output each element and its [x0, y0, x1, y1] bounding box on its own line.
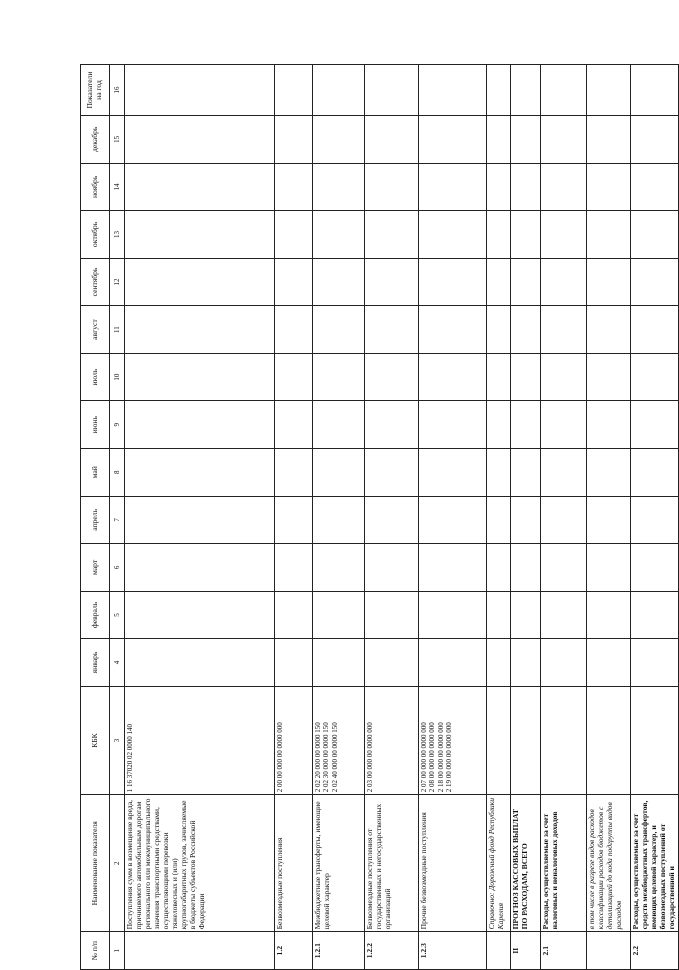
month-value-cell [275, 639, 313, 687]
col-number: 10 [110, 353, 125, 401]
row-number [487, 932, 511, 970]
month-value-cell [541, 353, 587, 401]
table-row [313, 65, 365, 970]
month-value-cell [313, 116, 365, 164]
kbk-code: 2 07 00 000 00 0000 000 2 08 00 000 00 0000 000 2 18 00 000 00 0000 000 2 19 00 000 00 0000 000 [419, 686, 487, 794]
month-value-cell [419, 306, 487, 354]
month-value-cell [419, 639, 487, 687]
month-value-cell [365, 211, 419, 259]
month-value-cell [511, 211, 541, 259]
row-number: 1.2 [275, 932, 313, 970]
col-number: 11 [110, 306, 125, 354]
month-value-cell [125, 496, 275, 544]
month-value-cell [125, 591, 275, 639]
header-name: Наименование показателя [81, 795, 110, 932]
table-row [511, 65, 541, 970]
month-value-cell [275, 211, 313, 259]
month-value-cell [631, 116, 679, 164]
kbk-code [541, 686, 587, 794]
month-value-cell [587, 353, 631, 401]
month-value-cell [631, 211, 679, 259]
month-value-cell [419, 401, 487, 449]
month-value-cell [587, 496, 631, 544]
month-value-cell [541, 639, 587, 687]
month-value-cell [487, 448, 511, 496]
month-value-cell [631, 496, 679, 544]
month-value-cell [587, 401, 631, 449]
table-row [365, 65, 419, 970]
month-value-cell [587, 544, 631, 592]
header-month-jun: июнь [81, 401, 110, 449]
month-value-cell [511, 353, 541, 401]
cash-forecast-table [80, 64, 679, 970]
month-value-cell [125, 353, 275, 401]
year-value-cell [125, 65, 275, 116]
month-value-cell [365, 258, 419, 306]
month-value-cell [631, 591, 679, 639]
table-container [80, 64, 676, 970]
row-number: 1.2.3 [419, 932, 487, 970]
month-value-cell [631, 306, 679, 354]
col-number: 1 [110, 932, 125, 970]
col-number: 2 [110, 795, 125, 932]
month-value-cell [487, 401, 511, 449]
month-value-cell [313, 591, 365, 639]
month-value-cell [419, 448, 487, 496]
month-value-cell [275, 544, 313, 592]
table-row [587, 65, 631, 970]
col-number: 7 [110, 496, 125, 544]
month-value-cell [587, 591, 631, 639]
month-value-cell [419, 258, 487, 306]
month-value-cell [275, 448, 313, 496]
indicator-name: Расходы, осуществляемые за счет средств межбюджетных трансфертов, имеющих целевой характер, и безвозмездных поступлений от государственной и [631, 795, 679, 932]
month-value-cell [541, 544, 587, 592]
month-value-cell [511, 163, 541, 211]
month-value-cell [487, 591, 511, 639]
header-month-jan: январь [81, 639, 110, 687]
month-value-cell [365, 448, 419, 496]
month-value-cell [275, 116, 313, 164]
indicator-name: ПРОГНОЗ КАССОВЫХ ВЫПЛАТ ПО РАСХОДАМ, ВСЕГО [511, 795, 541, 932]
month-value-cell [541, 591, 587, 639]
month-value-cell [313, 163, 365, 211]
month-value-cell [365, 544, 419, 592]
header-month-apr: апрель [81, 496, 110, 544]
month-value-cell [541, 116, 587, 164]
month-value-cell [275, 258, 313, 306]
month-value-cell [275, 591, 313, 639]
month-value-cell [487, 544, 511, 592]
indicator-name: Безвозмездные поступления [275, 795, 313, 932]
month-value-cell [487, 496, 511, 544]
month-value-cell [419, 353, 487, 401]
month-value-cell [511, 544, 541, 592]
row-number: II [511, 932, 541, 970]
month-value-cell [587, 163, 631, 211]
month-value-cell [587, 448, 631, 496]
month-value-cell [125, 401, 275, 449]
row-number: 2.2 [631, 932, 679, 970]
month-value-cell [487, 211, 511, 259]
month-value-cell [125, 639, 275, 687]
header-month-sep: сентябрь [81, 258, 110, 306]
header-month-oct: октябрь [81, 211, 110, 259]
header-month-feb: февраль [81, 591, 110, 639]
month-value-cell [541, 306, 587, 354]
month-value-cell [313, 401, 365, 449]
header-month-nov: ноябрь [81, 163, 110, 211]
month-value-cell [125, 448, 275, 496]
month-value-cell [313, 258, 365, 306]
row-number [587, 932, 631, 970]
col-number: 16 [110, 65, 125, 116]
month-value-cell [511, 306, 541, 354]
indicator-name: Расходы, осуществляемые за счет налоговых и неналоговых доходов [541, 795, 587, 932]
month-value-cell [365, 163, 419, 211]
year-value-cell [313, 65, 365, 116]
rotated-page [80, 64, 676, 970]
header-month-jul: июль [81, 353, 110, 401]
month-value-cell [419, 116, 487, 164]
month-value-cell [313, 544, 365, 592]
header-kbk: КБК [81, 686, 110, 794]
year-value-cell [419, 65, 487, 116]
month-value-cell [487, 353, 511, 401]
col-number: 5 [110, 591, 125, 639]
column-number-row [110, 65, 125, 970]
month-value-cell [511, 496, 541, 544]
month-value-cell [541, 258, 587, 306]
month-value-cell [365, 591, 419, 639]
month-value-cell [313, 211, 365, 259]
month-value-cell [419, 544, 487, 592]
row-number [125, 932, 275, 970]
month-value-cell [125, 116, 275, 164]
indicator-name: Поступления сумм в возмещение вреда, причиняемого автомобильным дорогам регионального или межмуниципального значения транспортными средствами, осуществляющими перевозки тяжеловесных и (или) крупногабаритных грузов, зачисляемые в бюджеты субъектов Российской Федерации [125, 795, 275, 932]
month-value-cell [275, 306, 313, 354]
month-value-cell [419, 496, 487, 544]
kbk-code: 2 02 20 000 00 0000 150 2 02 30 000 00 0000 150 2 02 40 000 00 0000 150 [313, 686, 365, 794]
month-value-cell [419, 591, 487, 639]
table-row [487, 65, 511, 970]
table-row [275, 65, 313, 970]
indicator-name: в том числе в разрезе видов расходов классификации расходов бюджетов с детализацией до кода подгруппы видов расходов [587, 795, 631, 932]
month-value-cell [125, 306, 275, 354]
month-value-cell [631, 353, 679, 401]
year-value-cell [275, 65, 313, 116]
row-number: 2.1 [541, 932, 587, 970]
month-value-cell [541, 448, 587, 496]
month-value-cell [511, 591, 541, 639]
month-value-cell [365, 306, 419, 354]
kbk-code [631, 686, 679, 794]
year-value-cell [631, 65, 679, 116]
month-value-cell [487, 639, 511, 687]
month-value-cell [587, 258, 631, 306]
header-month-dec: декабрь [81, 116, 110, 164]
month-value-cell [587, 306, 631, 354]
month-value-cell [125, 544, 275, 592]
month-value-cell [487, 306, 511, 354]
row-number: 1.2.1 [313, 932, 365, 970]
col-number: 15 [110, 116, 125, 164]
month-value-cell [275, 496, 313, 544]
month-value-cell [313, 448, 365, 496]
indicator-name: Справочно: Дорожный фонд Республики Карелия [487, 795, 511, 932]
indicator-name: Межбюджетные трансферты, имеющие целевой характер [313, 795, 365, 932]
header-month-may: май [81, 448, 110, 496]
month-value-cell [365, 496, 419, 544]
month-value-cell [511, 448, 541, 496]
month-value-cell [125, 258, 275, 306]
month-value-cell [631, 163, 679, 211]
kbk-code [487, 686, 511, 794]
header-month-mar: март [81, 544, 110, 592]
kbk-code [511, 686, 541, 794]
month-value-cell [487, 116, 511, 164]
header-row [81, 65, 110, 970]
month-value-cell [313, 306, 365, 354]
indicator-name: Прочие безвозмездные поступления [419, 795, 487, 932]
month-value-cell [631, 258, 679, 306]
month-value-cell [511, 401, 541, 449]
table-row [541, 65, 587, 970]
month-value-cell [587, 116, 631, 164]
month-value-cell [511, 116, 541, 164]
month-value-cell [487, 258, 511, 306]
month-value-cell [511, 258, 541, 306]
table-row [125, 65, 275, 970]
header-month-aug: август [81, 306, 110, 354]
month-value-cell [365, 116, 419, 164]
month-value-cell [275, 401, 313, 449]
month-value-cell [631, 401, 679, 449]
header-year: Показатели на год [81, 65, 110, 116]
month-value-cell [587, 639, 631, 687]
col-number: 9 [110, 401, 125, 449]
col-number: 8 [110, 448, 125, 496]
year-value-cell [541, 65, 587, 116]
month-value-cell [419, 211, 487, 259]
year-value-cell [365, 65, 419, 116]
col-number: 3 [110, 686, 125, 794]
month-value-cell [631, 544, 679, 592]
col-number: 4 [110, 639, 125, 687]
month-value-cell [125, 211, 275, 259]
month-value-cell [313, 496, 365, 544]
kbk-code [587, 686, 631, 794]
kbk-code: 1 16 37020 02 0000 140 [125, 686, 275, 794]
kbk-code: 2 00 00 000 00 0000 000 [275, 686, 313, 794]
month-value-cell [631, 448, 679, 496]
month-value-cell [275, 163, 313, 211]
month-value-cell [275, 353, 313, 401]
year-value-cell [487, 65, 511, 116]
indicator-name: Безвозмездные поступления от государственных и негосударственных организаций [365, 795, 419, 932]
month-value-cell [365, 639, 419, 687]
month-value-cell [487, 163, 511, 211]
kbk-code: 2 03 00 000 00 0000 000 [365, 686, 419, 794]
month-value-cell [541, 163, 587, 211]
year-value-cell [587, 65, 631, 116]
table-row [631, 65, 679, 970]
month-value-cell [313, 639, 365, 687]
month-value-cell [541, 211, 587, 259]
col-number: 14 [110, 163, 125, 211]
month-value-cell [541, 496, 587, 544]
row-number: 1.2.2 [365, 932, 419, 970]
col-number: 6 [110, 544, 125, 592]
year-value-cell [511, 65, 541, 116]
month-value-cell [419, 163, 487, 211]
month-value-cell [313, 353, 365, 401]
col-number: 12 [110, 258, 125, 306]
month-value-cell [587, 211, 631, 259]
month-value-cell [125, 163, 275, 211]
month-value-cell [541, 401, 587, 449]
month-value-cell [365, 401, 419, 449]
month-value-cell [631, 639, 679, 687]
month-value-cell [511, 639, 541, 687]
table-row [419, 65, 487, 970]
table-body [125, 65, 679, 970]
month-value-cell [365, 353, 419, 401]
header-num: № п/п [81, 932, 110, 970]
col-number: 13 [110, 211, 125, 259]
